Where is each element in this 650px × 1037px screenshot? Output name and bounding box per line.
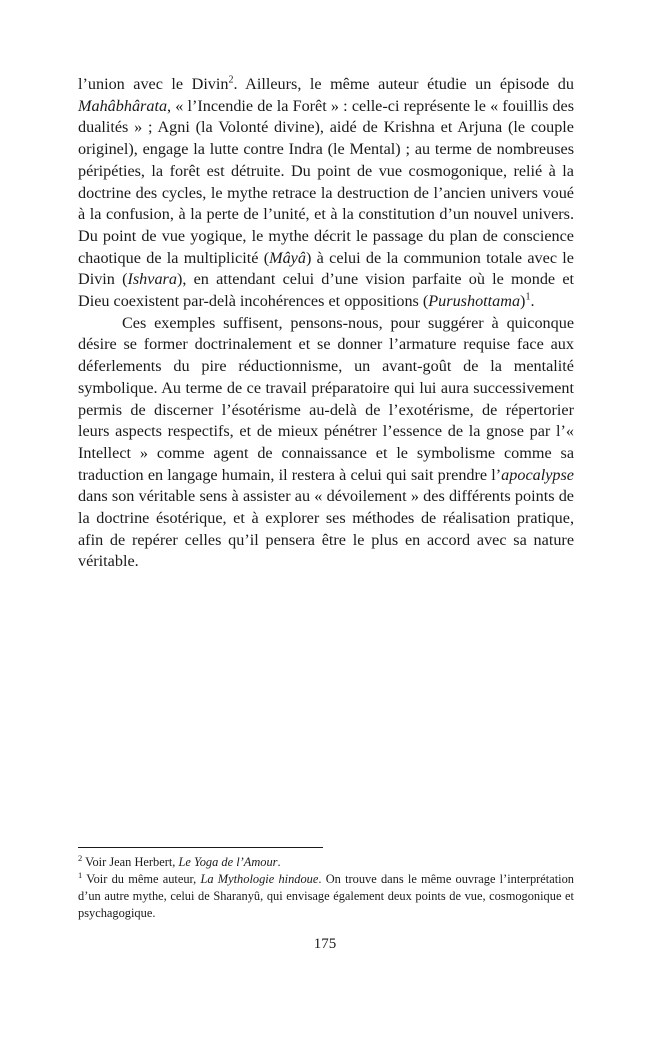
- footnote-title: La Mythologie hindoue: [200, 872, 319, 886]
- footnote-marker: 1: [78, 869, 83, 880]
- italic-term: Ishvara: [127, 270, 177, 289]
- page-number: 175: [313, 936, 337, 952]
- italic-term: Mahâbhârata: [78, 96, 168, 115]
- footnote-title: Le Yoga de l’Amour: [178, 855, 278, 869]
- footnote-ref: 1: [525, 291, 531, 303]
- italic-term: Mâyâ: [269, 248, 306, 267]
- italic-term: Purushottama: [428, 292, 521, 311]
- footnotes: [78, 854, 574, 922]
- footnote-marker: 2: [78, 852, 83, 863]
- footnote-ref: 2: [228, 74, 234, 86]
- footnote: $^1$ Voir du même auteur, La Mythologie hindoue. On trouve dans le même ouvrage l’interprétation d’un autre mythe, celui de Sharanyû, qui envisage également deux points de vue, cosmogonique et psychagogique.: [78, 869, 574, 920]
- paragraph-2: Ces exemples suffisent, pensons-nous, pour suggérer à quiconque désire se former doctrinalement et se donner l’armature requise face aux déferlements du pire réductionnisme, un avant-goût de la mentalité symbolique. Au terme de ce travail préparatoire qui lui aura successivement permis de discerner l’ésotérisme au-delà de l’exotérisme, de répertorier leurs aspects respectifs, et de mieux pénétrer l’essence de la gnose par l’« Intellect » comme agent de connaissance et le symbolisme comme sa traduction en langage humain, il restera à celui qui sait prendre l’apocalypse dans son véritable sens à assister au « dévoilement » des différents points de la doctrine ésotérique, et à explorer ses méthodes de réalisation pratique, afin de repérer celles qu’il pensera être le plus en accord avec sa nature véritable.: [78, 313, 574, 571]
- italic-term: apocalypse: [501, 465, 574, 484]
- body-text: [78, 74, 574, 573]
- paragraph-1: l’union avec le Divin$^2$. Ailleurs, le même auteur étudie un épisode du Mahâbhârata, « l’Incendie de la Forêt » : celle-ci représente le « fouillis des dualités » ; Agni (la Volonté divine), aidé de Krishna et Arjuna (le couple originel), engage la lutte contre Indra (le Mental) ; au terme de nombreuses péripéties, la forêt est détruite. Du point de vue cosmogonique, relié à la doctrine des cycles, le mythe retrace la destruction de l’ancien univers voué à la confusion, à la perte de l’unité, et à la constitution d’un nouvel univers. Du point de vue yogique, le mythe décrit le passage du plan de conscience chaotique de la multiplicité (Mâyâ) à celui de la communion totale avec le Divin (Ishvara), en attendant celui d’une vision parfaite où le monde et Dieu coexistent par-delà incohérences et oppositions (Purushottama)$^1$.: [78, 74, 575, 311]
- footnote: $^2$ Voir Jean Herbert, Le Yoga de l’Amour.: [78, 852, 281, 869]
- footnote-divider: [78, 847, 323, 848]
